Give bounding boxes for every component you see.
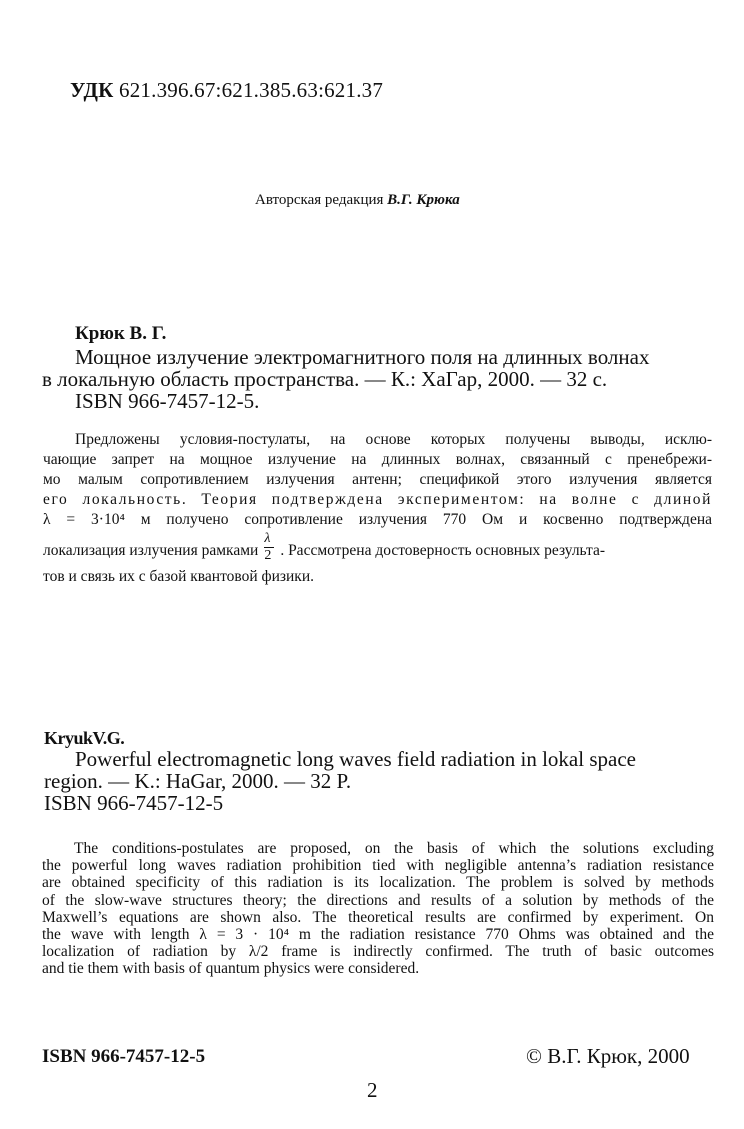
page-number: 2 bbox=[367, 1078, 378, 1102]
copyright-notice: © В.Г. Крюк, 2000 bbox=[526, 1044, 690, 1068]
en-abstract-line: and tie them with basis of quantum physics were considered. bbox=[42, 960, 420, 978]
en-abstract bbox=[42, 840, 714, 978]
en-abstract-line: the wave with length λ = 3 · 10⁴ m the radiation resistance 770 Ohms was obtained and the bbox=[42, 926, 714, 944]
ru-isbn: ISBN 966-7457-12-5. bbox=[75, 389, 260, 413]
editor-prefix: Авторская редакция bbox=[255, 192, 384, 208]
ru-abstract-text: локализация излучения рамками bbox=[43, 542, 259, 560]
en-isbn: ISBN 966-7457-12-5 bbox=[44, 791, 224, 815]
ru-abstract-line: Предложены условия-постулаты, на основе которых получены выводы, исклю- bbox=[75, 431, 712, 448]
udk-label: УДК bbox=[70, 78, 114, 102]
ru-abstract bbox=[43, 430, 712, 587]
en-title-line-1: Powerful electromagnetic long waves field radiation in lokal space bbox=[75, 747, 636, 771]
en-title-line-2: region. — K.: HaGar, 2000. — 32 P. bbox=[44, 769, 352, 793]
ru-abstract-line: тов и связь их с базой квантовой физики. bbox=[43, 568, 314, 585]
fraction-numerator: λ bbox=[264, 531, 271, 546]
en-abstract-line: Maxwell’s equations are shown also. The theoretical results are confirmed by experiment. On bbox=[42, 908, 714, 926]
en-abstract-line: are obtained specificity of this radiation is its localization. The problem is solved by methods bbox=[42, 874, 714, 892]
en-author: KryukV.G. bbox=[44, 728, 125, 748]
lambda-half-fraction bbox=[264, 532, 274, 563]
ru-title-line-2: в локальную область пространства. — К.: ХаГар, 2000. — 32 с. bbox=[42, 367, 608, 391]
udk-code: 621.396.67:621.385.63:621.37 bbox=[119, 78, 384, 102]
en-abstract-line: the powerful long waves radiation prohibition tied with negligible antenna’s radiation resistance bbox=[42, 857, 714, 875]
udk-classification bbox=[70, 78, 383, 103]
en-abstract-line: localization of radiation by λ/2 frame is indirectly confirmed. The truth of basic outcomes bbox=[42, 943, 714, 961]
editor-credit bbox=[255, 192, 460, 209]
ru-abstract-line: его локальность. Теория подтверждена экспериментом: на волне с длиной bbox=[43, 491, 712, 508]
ru-abstract-line: λ = 3·10⁴ м получено сопротивление излучения 770 Ом и косвенно подтверждена bbox=[43, 511, 712, 528]
ru-abstract-line: чающие запрет на мощное излучение на длинных волнах, связанный с пренебрежи- bbox=[43, 451, 712, 468]
ru-abstract-line: мо малым сопротивлением излучения антенн; спецификой этого излучения является bbox=[43, 471, 712, 488]
ru-abstract-text: . Рассмотрена достоверность основных результа- bbox=[280, 542, 606, 560]
en-abstract-line: The conditions-postulates are proposed, on the basis of which the solutions excluding bbox=[74, 840, 714, 857]
ru-title-line-1: Мощное излучение электромагнитного поля на длинных волнах bbox=[75, 345, 650, 369]
fraction-denominator: 2 bbox=[264, 548, 272, 563]
ru-author: Крюк В. Г. bbox=[75, 323, 167, 344]
en-abstract-line: of the slow-wave structures theory; the directions and results of a solution by methods of the bbox=[42, 891, 714, 909]
editor-name: В.Г. Крюка bbox=[387, 192, 460, 208]
footer-isbn: ISBN 966-7457-12-5 bbox=[42, 1046, 206, 1067]
ru-abstract-line-fraction bbox=[43, 531, 712, 567]
